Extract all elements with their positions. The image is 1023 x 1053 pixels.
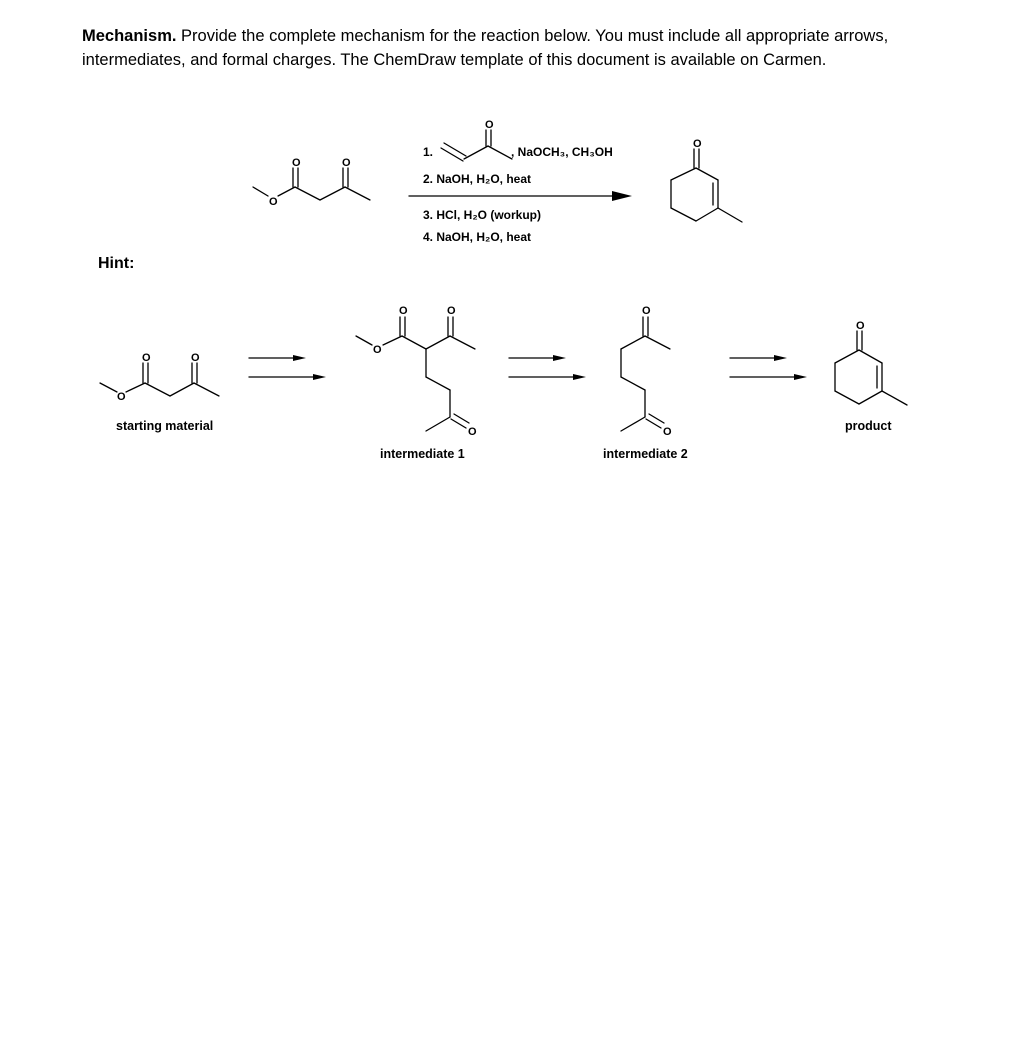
intermediate-2-structure — [621, 305, 672, 438]
instructions-body: Provide the complete mechanism for the reaction below. You must include all appropriate arrows, intermediates, and formal charges. The ChemDraw template of this document is available on Carmen. — [82, 27, 889, 69]
hint-product-structure — [835, 320, 907, 405]
int1-ketone-oxygen-label: O — [447, 305, 456, 317]
product-label: product — [845, 419, 892, 433]
int1-side-chain-oxygen-label: O — [468, 426, 477, 438]
mvk-oxygen-label: O — [485, 119, 494, 131]
hint-starting-material-structure — [100, 352, 219, 403]
intermediate-1-structure — [356, 305, 477, 438]
int1-carbonyl-oxygen-label: O — [399, 305, 408, 317]
hint-arrows-3 — [730, 355, 807, 380]
starting-material-label: starting material — [116, 419, 214, 433]
intermediate-2-label: intermediate 2 — [603, 447, 688, 461]
reagent-step-4: 4. NaOH, H₂O, heat — [423, 230, 532, 244]
ketone-oxygen-label: O — [342, 157, 351, 169]
reagent-step-1-conditions: , NaOCH₃, CH₃OH — [511, 145, 613, 159]
reagent-step-2: 2. NaOH, H₂O, heat — [423, 172, 532, 186]
product-oxygen-label: O — [693, 138, 702, 150]
ester-carbonyl-oxygen-label: O — [292, 157, 301, 169]
hint-sm-ester-oxygen-label: O — [117, 391, 126, 403]
hint-label: Hint: — [98, 255, 135, 272]
hint-arrows-1 — [249, 355, 326, 380]
main-starting-material-structure — [253, 157, 370, 208]
ester-oxygen-label: O — [269, 196, 278, 208]
methyl-vinyl-ketone-structure — [441, 119, 512, 161]
hint-sm-ketone-oxygen-label: O — [191, 352, 200, 364]
int2-top-oxygen-label: O — [642, 305, 651, 317]
main-reaction-arrow — [409, 191, 632, 201]
main-product-structure — [671, 138, 742, 222]
int2-bottom-oxygen-label: O — [663, 426, 672, 438]
hint-product-oxygen-label: O — [856, 320, 865, 332]
hint-sm-carbonyl-oxygen-label: O — [142, 352, 151, 364]
hint-arrows-2 — [509, 355, 586, 380]
reagent-step-1-number: 1. — [423, 145, 434, 159]
instructions-heading: Mechanism. — [82, 27, 177, 45]
int1-ester-oxygen-label: O — [373, 344, 382, 356]
intermediate-1-label: intermediate 1 — [380, 447, 465, 461]
reagent-step-3: 3. HCl, H₂O (workup) — [423, 208, 542, 222]
